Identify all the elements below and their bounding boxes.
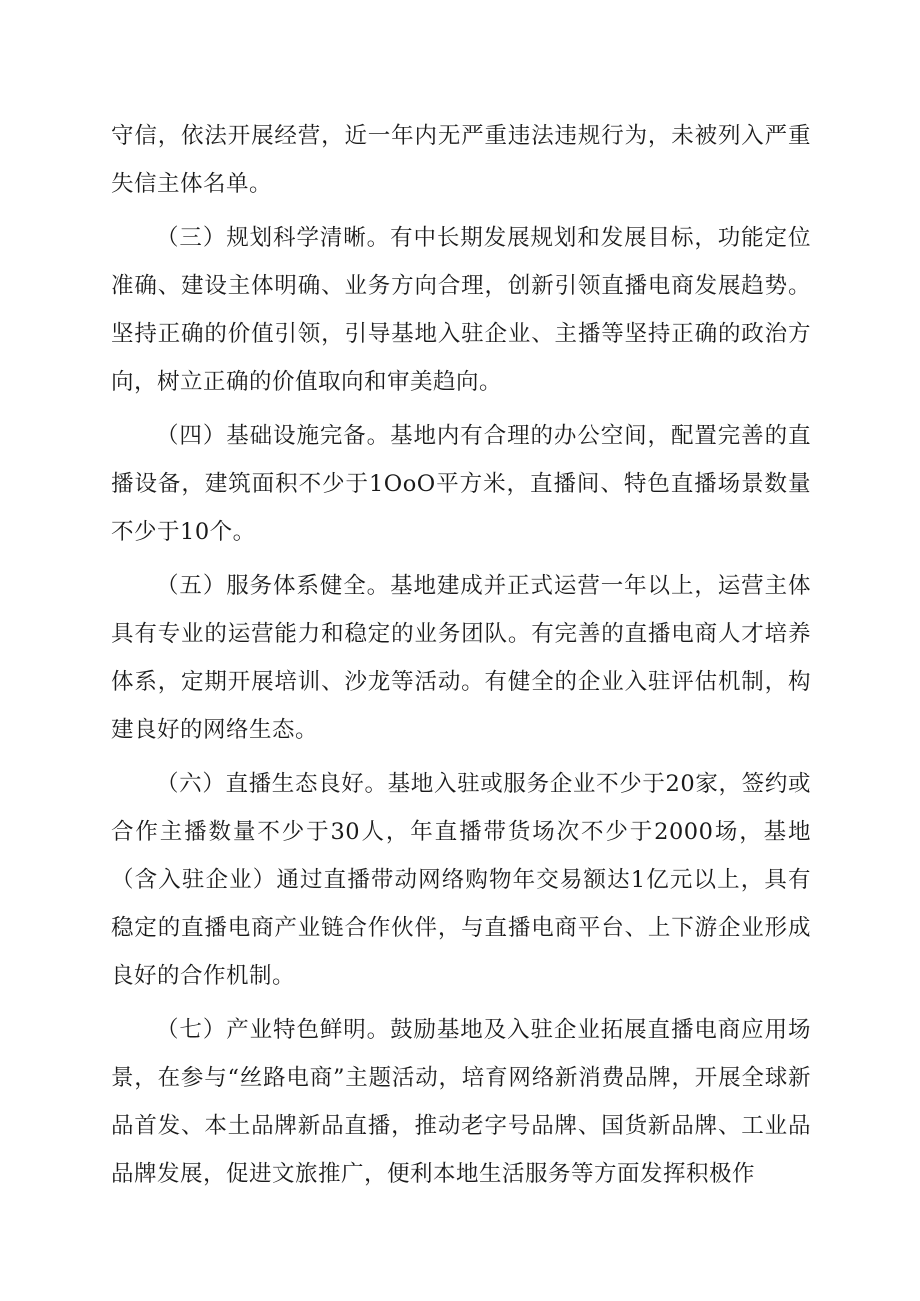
paragraph-item-6-livestream-ecology: （六）直播生态良好。基地入驻或服务企业不少于20家，签约或合作主播数量不少于30人，年直播带货场次不少于2000场，基地（含入驻企业）通过直播带动网络购物年交易额达1亿元以上，具有稳定的直播电商产业链合作伙伴，与直播电商平台、上下游企业形成良好的合作机制。 (111, 771, 811, 989)
paragraph-continuation: 守信，依法开展经营，近一年内无严重违法违规行为，未被列入严重失信主体名单。 (111, 123, 811, 197)
paragraph-item-5-service-system: （五）服务体系健全。基地建成并正式运营一年以上，运营主体具有专业的运营能力和稳定的业务团队。有完善的直播电商人才培养体系，定期开展培训、沙龙等活动。有健全的企业入驻评估机制，构建良好的网络生态。 (111, 573, 811, 743)
paragraph-item-4-infrastructure: （四）基础设施完备。基地内有合理的办公空间，配置完善的直播设备，建筑面积不少于1OoO平方米，直播间、特色直播场景数量不少于10个。 (111, 423, 811, 545)
paragraph-item-3-planning: （三）规划科学清晰。有中长期发展规划和发展目标，功能定位准确、建设主体明确、业务方向合理，创新引领直播电商发展趋势。坚持正确的价值引领，引导基地入驻企业、主播等坚持正确的政治方向，树立正确的价值取向和审美趋向。 (111, 225, 811, 395)
paragraph-item-7-industry-features: （七）产业特色鲜明。鼓励基地及入驻企业拓展直播电商应用场景，在参与“丝路电商”主题活动，培育网络新消费品牌，开展全球新品首发、本土品牌新品直播，推动老字号品牌、国货新品牌、工业品品牌发展，促进文旅推广，便利本地生活服务等方面发挥积极作 (111, 1017, 811, 1187)
document-body (111, 112, 811, 1204)
